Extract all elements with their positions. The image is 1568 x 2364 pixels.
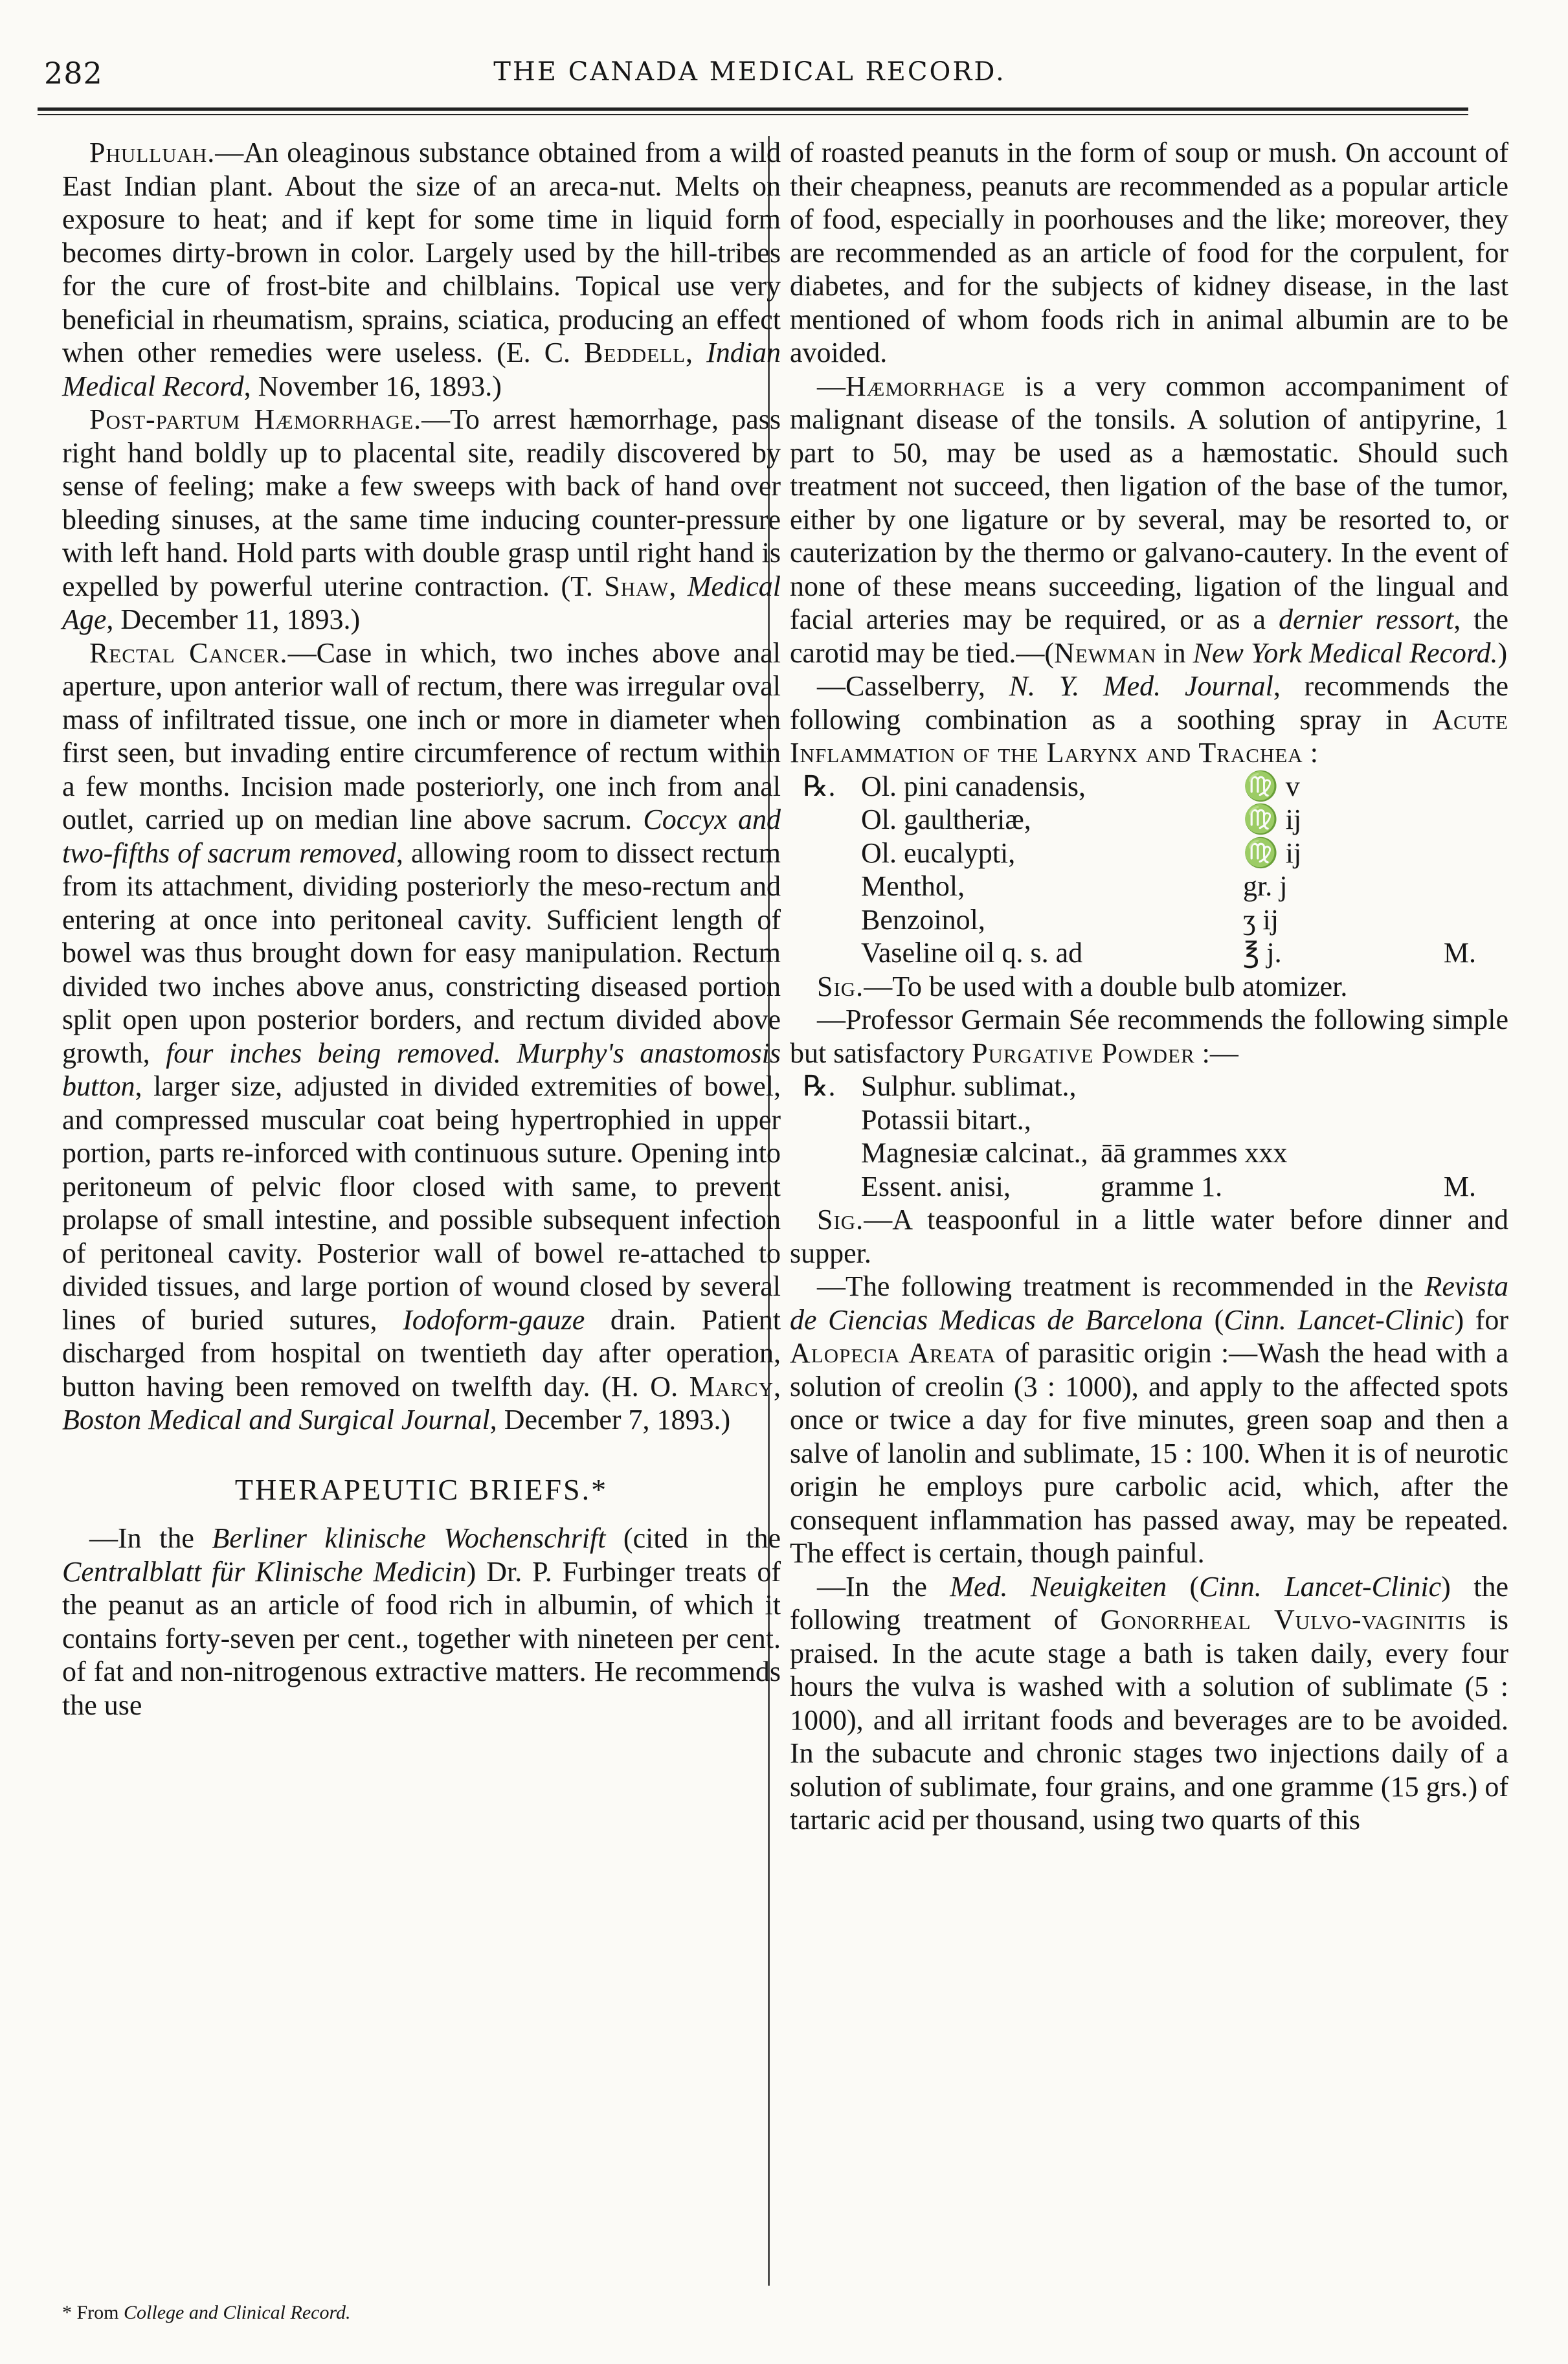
article-text: , larger size, adjusted in divided extremities of bowel, and compressed muscular coat being hypertrophied in upper portion, parts re-inforced with continuous suture. Opening into peritoneum of pelvic floor closed with same, to prevent prolapse of small intestine, and possible subsequent infection of peritoneal cavity. Posterior wall of bowel re-attached to divided tissues, and large portion of wound closed by several lines of buried sutures, <box>62 1070 781 1336</box>
article-head: Alopecia Areata <box>790 1337 996 1369</box>
article-text: (cited in the <box>605 1522 781 1554</box>
author: Marcy <box>689 1370 774 1402</box>
article-text: : <box>1303 737 1318 769</box>
page-header <box>38 51 1462 96</box>
article-text: ) <box>1497 636 1508 669</box>
rx-ingredient: Menthol, <box>861 870 965 902</box>
prescription-purgative <box>790 1070 1508 1203</box>
article-text: —Casselberry, <box>817 670 1009 702</box>
italic-phrase: dernier ressort <box>1279 603 1454 635</box>
brief-purgative <box>790 1003 1508 1070</box>
rx-ingredient: Magnesiæ calcinat., <box>861 1137 1088 1169</box>
brief-peanut-continued: of roasted peanuts in the form of soup or mush. On account of their cheapness, peanuts are recommended as a popular article of food, especially in poorhouses and the like; moreover, they are recommended as an article of food for the corpulent, for diabetes, and for the subjects of kidney disease, in the last mentioned of whom foods rich in animal albumin are to be avoided. <box>790 137 1508 368</box>
italic-phrase: Berliner klinische Wochenschrift <box>212 1522 606 1554</box>
article-head: Rectal Cancer. <box>89 636 288 669</box>
rx-ingredient: Ol. eucalypti, <box>861 837 1016 869</box>
article-post-partum: Post-partum Hæmorrhage.—To arrest hæmorrhage, pass right hand boldly up to placental site, readily discovered by sense of feeling; make a few sweeps with back of hand over bleeding sinuses, at the same time inducing counter-pressure with left hand. Hold parts with double grasp until right hand is expelled by powerful uterine contraction. (T. Shaw, Medical Age, December 11, 1893.) <box>62 403 781 635</box>
article-text: ) Dr. P. Furbinger treats of the peanut as an article of food rich in albumin, of which it contains forty-seven per cent., together with nineteen per cent. of fat and non-nitrogenous extractive matters. He recommends the use <box>62 1555 781 1721</box>
article-head: Gonorrheal Vulvo-vaginitis <box>1100 1604 1467 1636</box>
rx-ingredient: Essent. anisi, <box>861 1170 1011 1202</box>
brief-peanut <box>62 1522 781 1722</box>
source-title: Cinn. Lancet-Clinic <box>1199 1570 1442 1603</box>
article-head: Phulluah. <box>89 137 216 168</box>
italic-phrase: Iodoform-gauze <box>403 1303 585 1336</box>
article-text: ( <box>1167 1570 1200 1603</box>
signa-head: Sig. <box>817 1204 864 1235</box>
article-text: —In the <box>817 1570 950 1603</box>
rx-dose: āā grammes xxx <box>1101 1137 1288 1169</box>
rx-ingredient: Ol. gaultheriæ, <box>861 804 1031 835</box>
rx-symbol: ℞. <box>803 770 836 802</box>
header-rule-thin <box>38 114 1468 115</box>
author: Beddell <box>584 337 686 368</box>
source-title: Indian Medical Record <box>62 337 781 402</box>
prescription-row <box>790 1170 1508 1204</box>
article-head: Acute Inflammation of the Larynx and Trachea <box>790 703 1508 769</box>
brief-larynx <box>790 670 1508 770</box>
signa-head: Sig. <box>817 970 864 1002</box>
article-text: :— <box>1194 1037 1238 1069</box>
page-number: 282 <box>44 56 103 91</box>
source-title: Cinn. Lancet-Clinic <box>1224 1303 1455 1336</box>
article-text: —In the <box>89 1522 212 1554</box>
citation-date: , December 11, 1893.) <box>106 603 361 635</box>
rx-dose: ♍ ij <box>1243 837 1302 869</box>
source-title: Boston Medical and Surgical Journal <box>62 1404 490 1435</box>
rx-symbol: ℞. <box>803 1070 836 1102</box>
signa-text: —To be used with a double bulb atomizer. <box>864 970 1348 1002</box>
article-rectal-cancer: Rectal Cancer.—Case in which, two inches above anal aperture, upon anterior wall of rectum, there was irregular oval mass of infiltrated tissue, one inch or more in diameter when first seen, but invading entire circumference of rectum within a few months. Incision made posteriorly, one inch from anal outlet, carried up on median line above sacrum. Coccyx and two-fifths of sacrum removed, allowing room to dissect rectum from its attachment, dividing posteriorly the meso-rectum and entering at once into peritoneal cavity. Sufficient length of bowel was thus brought down for easy manipulation. Rectum divided two inches above anus, constricting diseased portion split open upon posterior borders, and rectum divided above growth, four inches being removed. Murphy's anastomosis button, larger size, adjusted in divided extremities of bowel, and compressed muscular coat being hypertrophied in upper portion, parts re-inforced with continuous suture. Opening into peritoneum of pelvic floor closed with same, to prevent prolapse of small intestine, and possible subsequent infection of peritoneal cavity. Posterior wall of bowel re-attached to divided tissues, and large portion of wound closed by several lines of buried sutures, Iodoform-gauze drain. Patient discharged from hospital on twentieth day after operation, button having been removed on twelfth day. (H. O. Marcy, Boston Medical and Surgical Journal, December 7, 1893.) <box>62 636 781 1435</box>
article-text: , the carotid may be tied.—( <box>790 603 1508 669</box>
article-text: , recommends the following combination as a soothing spray in <box>790 670 1508 736</box>
signa-larynx <box>790 970 1508 1004</box>
rx-dose: ʒ ij <box>1243 903 1279 936</box>
brief-haemorrhage <box>790 370 1508 670</box>
article-text: —An oleaginous substance obtained from a wild East Indian plant. About the size of an areca-nut. Melts on exposure to heat; and if kept for some time in liquid form becomes dirty-brown in color. Largely used by the hill-tribes for the cure of frost-bite and chilblains. Topical use very beneficial in rheumatism, sprains, sciatica, producing an effect when other remedies were useless. (E. C. <box>62 137 781 368</box>
footnote <box>62 2302 351 2324</box>
italic-phrase: Coccyx and two-fifths of sacrum removed <box>62 804 781 869</box>
rx-misce: M. <box>1443 937 1476 969</box>
source-title: Revista de Ciencias Medicas de Barcelona <box>790 1270 1508 1336</box>
article-text: —To arrest hæmorrhage, pass right hand boldly up to placental site, readily discovered by sense of feeling; make a few sweeps with back of hand over bleeding sinuses, at the same time inducing counter-pressure with left hand. Hold parts with double grasp until right hand is expelled by powerful uterine contraction. (T. <box>62 403 781 602</box>
footnote-source: College and Clinical Record. <box>124 2302 351 2323</box>
article-text: ) the following treatment of <box>790 1570 1509 1636</box>
right-column <box>790 136 1508 1837</box>
author: Shaw <box>604 570 669 602</box>
rx-dose: ♍ v <box>1243 770 1300 802</box>
article-text: —Case in which, two inches above anal aperture, upon anterior wall of rectum, there was irregular oval mass of infiltrated tissue, one inch or more in diameter when first seen, but invading entire circumference of rectum within a few months. Incision made posteriorly, one inch from anal outlet, carried up on median line above sacrum. <box>62 636 781 835</box>
article-text: is a very common accompaniment of malignant disease of the tonsils. A solution of antipyrine, 1 part to 50, may be used as a hæmostatic. Should such treatment not succeed, then ligation of the base of the tumor, either by one ligature or by several, may be resorted to, or cauterization by the thermo or galvano-cautery. In the event of none of these means succeeding, ligation of the lingual and facial arteries may be required, or as a <box>790 370 1508 635</box>
prescription-row <box>790 1070 1508 1103</box>
article-head: Post-partum Hæmorrhage. <box>89 403 422 435</box>
section-title: THERAPEUTIC BRIEFS.* <box>234 1472 609 1506</box>
prescription-row <box>790 837 1508 870</box>
prescription-row <box>790 803 1508 837</box>
rx-dose: ℥ j. <box>1243 937 1282 969</box>
rx-ingredient: Potassii bitart., <box>861 1103 1031 1136</box>
article-head: Hæmorrhage <box>846 370 1005 402</box>
prescription-row <box>790 1136 1508 1170</box>
rx-ingredient: Sulphur. sublimat., <box>861 1070 1077 1102</box>
prescription-row <box>790 770 1508 804</box>
rx-ingredient: Ol. pini canadensis, <box>861 770 1086 802</box>
citation-date: , December 7, 1893.) <box>489 1404 731 1435</box>
rx-misce: M. <box>1443 1170 1476 1202</box>
prescription-larynx <box>790 770 1508 970</box>
prescription-row <box>790 1103 1508 1137</box>
rx-dose: ♍ ij <box>1243 804 1302 835</box>
footnote-marker: * From <box>62 2302 124 2323</box>
rx-dose: gramme 1. <box>1101 1170 1223 1202</box>
signa-purgative <box>790 1203 1508 1270</box>
prescription-row <box>790 936 1508 970</box>
rx-ingredient: Vaseline oil q. s. ad <box>861 937 1083 969</box>
brief-alopecia <box>790 1270 1508 1570</box>
citation-date: , November 16, 1893.) <box>243 370 502 402</box>
author: Newman <box>1054 636 1157 669</box>
source-title: N. Y. Med. Journal <box>1009 670 1273 702</box>
article-text: , allowing room to dissect rectum from its attachment, dividing posteriorly the meso-rectum and entering at once into peritoneal cavity. Sufficient length of bowel was thus brought down for easy manipulation. Rectum divided two inches above anus, constricting diseased portion split open upon posterior borders, and rectum divided above growth, <box>62 837 781 1069</box>
article-text: —The following treatment is recommended in the <box>817 1270 1425 1302</box>
source-title: New York Medical Record. <box>1193 636 1498 669</box>
article-text: — <box>817 370 846 402</box>
brief-gonorrheal <box>790 1570 1508 1837</box>
signa-text: —A teaspoonful in a little water before dinner and supper. <box>790 1204 1508 1269</box>
prescription-row <box>790 870 1508 903</box>
rx-dose: gr. j <box>1243 870 1288 902</box>
article-text: ) for <box>1454 1303 1509 1336</box>
article-text: is praised. In the acute stage a bath is taken daily, every four hours the vulva is washed with a solution of sublimate (5 : 1000), and all irritant foods and beverages are to be avoided. In the subacute and chronic stages two injections daily of a solution of sublimate, four grains, and one gramme (15 grs.) of tartaric acid per thousand, using two quarts of this <box>790 1604 1508 1836</box>
rx-ingredient: Benzoinol, <box>861 903 985 936</box>
article-phulluah: Phulluah.—An oleaginous substance obtained from a wild East Indian plant. About the size of an areca-nut. Melts on exposure to heat; and if kept for some time in liquid form becomes dirty-brown in color. Largely used by the hill-tribes for the cure of frost-bite and chilblains. Topical use very beneficial in rheumatism, sprains, sciatica, producing an effect when other remedies were useless. (E. C. Beddell, Indian Medical Record, November 16, 1893.) <box>62 137 781 402</box>
italic-phrase: four inches being removed. Murphy's anastomosis button <box>62 1037 781 1102</box>
italic-phrase: Centralblatt für Klinische Medicin <box>62 1555 467 1588</box>
prescription-row <box>790 903 1508 937</box>
source-title: Med. Neuigkeiten <box>950 1570 1167 1603</box>
article-text: drain. Patient discharged from hospital on twentieth day after operation, button having been removed on twelfth day. (H. O. <box>62 1303 781 1402</box>
article-text: —Professor Germain Sée recommends the following simple but satisfactory <box>790 1004 1508 1069</box>
article-text: of parasitic origin :—Wash the head with a solution of creolin (3 : 1000), and apply to the affected spots once or twice a day for five minutes, green soap and then a salve of lanolin and sublimate, 15 : 100. When it is of neurotic origin he employs pure carbolic acid, which, after the consequent inflammation has passed away, may be repeated. The effect is certain, though painful. <box>790 1337 1508 1569</box>
journal-title: THE CANADA MEDICAL RECORD. <box>493 57 1006 87</box>
article-head: Purgative Powder <box>972 1037 1195 1069</box>
source-title: Medical Age <box>62 570 781 635</box>
article-text: ( <box>1203 1303 1224 1336</box>
header-rule-thick <box>38 107 1468 111</box>
left-column <box>62 136 781 1722</box>
article-text: in <box>1156 636 1193 669</box>
